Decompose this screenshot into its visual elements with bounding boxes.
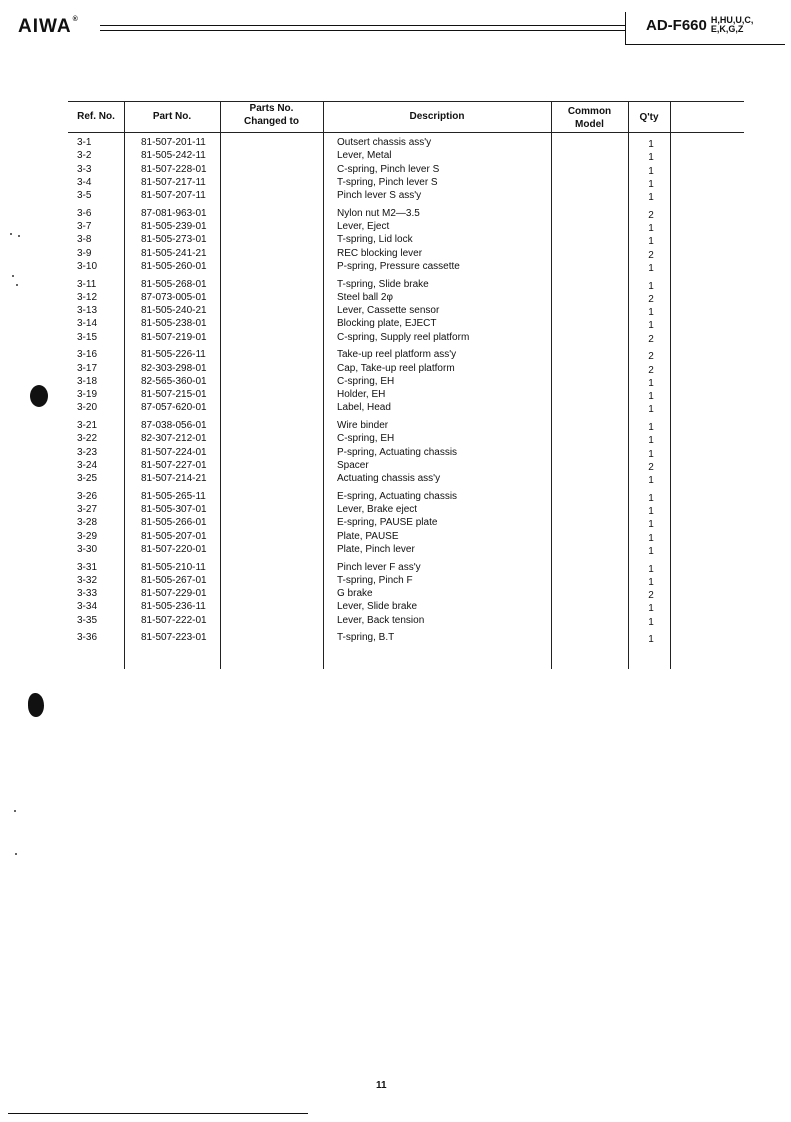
col-header-ref: Ref. No. (77, 111, 115, 122)
row-part-no: 81-505-241-21 (141, 247, 207, 259)
row-quantity: 1 (648, 404, 654, 416)
row-description: Steel ball 2φ (337, 291, 393, 303)
row-description: C-spring, EH (337, 375, 395, 387)
row-part-no: 87-073-005-01 (141, 291, 207, 303)
row-part-no: 81-505-236-11 (141, 601, 206, 613)
scan-speck (15, 853, 17, 855)
row-description: T-spring, Slide brake (337, 278, 429, 290)
row-part-no: 81-505-307-01 (141, 504, 207, 515)
col-header-changed-line1: Parts No. (249, 103, 294, 114)
row-ref-no: 3-7 (77, 221, 92, 232)
row-quantity: 1 (648, 391, 654, 402)
binder-hole-mark-upper (30, 385, 48, 407)
row-quantity: 1 (648, 475, 654, 486)
row-quantity: 1 (648, 192, 654, 203)
row-quantity: 1 (648, 492, 654, 504)
page-number: 11 (376, 1080, 387, 1091)
row-part-no: 81-505-265-11 (141, 490, 206, 502)
row-description: C-spring, EH (337, 433, 395, 445)
row-part-no: 81-505-210-11 (141, 561, 206, 573)
row-quantity: 1 (648, 178, 654, 190)
row-part-no: 81-505-239-01 (141, 221, 207, 232)
row-ref-no: 3-11 (77, 278, 97, 290)
row-part-no: 81-505-226-11 (141, 349, 206, 361)
row-quantity: 1 (648, 563, 654, 575)
row-quantity: 1 (648, 139, 654, 150)
row-part-no: 81-507-201-11 (141, 137, 206, 148)
row-ref-no: 3-27 (77, 504, 98, 515)
row-part-no: 81-505-240-21 (141, 305, 207, 316)
row-part-no: 87-081-963-01 (141, 207, 207, 219)
row-part-no: 81-507-222-01 (141, 614, 207, 626)
row-description: Lever, Slide brake (337, 601, 418, 613)
row-ref-no: 3-2 (77, 150, 92, 162)
row-ref-no: 3-3 (77, 163, 92, 175)
row-part-no: 81-505-267-01 (141, 574, 207, 586)
model-suffix-top: H,HU,U,C, (710, 15, 754, 25)
col-header-common-line2: Model (575, 119, 604, 130)
row-description: Lever, Back tension (337, 614, 425, 626)
row-quantity: 2 (648, 351, 654, 363)
row-part-no: 81-505-273-01 (141, 234, 207, 246)
row-ref-no: 3-28 (77, 517, 98, 529)
row-quantity: 1 (648, 634, 654, 646)
row-description: Plate, PAUSE (337, 530, 399, 542)
scan-speck (18, 235, 20, 237)
row-ref-no: 3-20 (77, 402, 98, 414)
row-description: Pinch lever S ass'y (337, 190, 422, 201)
row-ref-no: 3-17 (77, 362, 98, 374)
col-header-part: Part No. (152, 111, 192, 122)
row-description: Label, Head (337, 402, 391, 414)
row-part-no: 81-505-260-01 (141, 260, 207, 272)
row-quantity: 1 (648, 506, 654, 517)
model-name: AD-F660 (646, 16, 707, 34)
row-description: E-spring, Actuating chassis (337, 490, 458, 502)
table-header-rule (68, 132, 744, 133)
row-ref-no: 3-25 (77, 473, 98, 484)
row-description: Holder, EH (337, 389, 386, 400)
row-ref-no: 3-29 (77, 530, 98, 542)
row-description: Blocking plate, EJECT (337, 318, 437, 330)
row-ref-no: 3-26 (77, 490, 98, 502)
brand-logo (18, 16, 79, 38)
registered-mark: ® (72, 16, 79, 23)
row-part-no: 81-507-224-01 (141, 446, 207, 458)
row-description: REC blocking lever (337, 247, 423, 259)
row-part-no: 82-303-298-01 (141, 362, 207, 374)
col-header-changed-line2: Changed to (244, 116, 299, 127)
row-description: Actuating chassis ass'y (337, 473, 441, 484)
row-ref-no: 3-5 (77, 190, 92, 201)
row-quantity: 1 (648, 262, 654, 274)
row-ref-no: 3-13 (77, 305, 98, 316)
row-quantity: 2 (648, 293, 654, 305)
row-quantity: 2 (648, 590, 654, 601)
row-part-no: 81-507-220-01 (141, 543, 207, 555)
col-divider-3 (323, 101, 324, 669)
row-description: T-spring, Pinch F (337, 574, 413, 586)
row-quantity: 1 (648, 616, 654, 628)
row-quantity: 1 (648, 223, 654, 234)
row-description: Wire binder (337, 420, 389, 431)
row-quantity: 2 (648, 461, 654, 473)
row-ref-no: 3-21 (77, 420, 98, 431)
row-ref-no: 3-16 (77, 349, 98, 361)
row-ref-no: 3-10 (77, 260, 98, 272)
row-part-no: 82-565-360-01 (141, 375, 207, 387)
row-ref-no: 3-1 (77, 137, 92, 148)
model-suffix (711, 16, 754, 34)
header-rule-bottom (100, 30, 625, 31)
row-ref-no: 3-12 (77, 291, 98, 303)
row-description: Lever, Cassette sensor (337, 305, 440, 316)
row-description: C-spring, Pinch lever S (337, 163, 440, 175)
table-top-rule (68, 101, 744, 102)
row-quantity: 1 (648, 280, 654, 292)
row-part-no: 87-038-056-01 (141, 420, 207, 431)
row-part-no: 81-505-266-01 (141, 517, 207, 529)
footer-rule (8, 1113, 308, 1114)
row-part-no: 87-057-620-01 (141, 402, 207, 414)
row-ref-no: 3-36 (77, 632, 98, 644)
row-description: Nylon nut M2—3.5 (337, 207, 420, 219)
row-description: T-spring, Pinch lever S (337, 176, 438, 188)
row-quantity: 1 (648, 532, 654, 544)
col-header-description: Description (409, 111, 465, 122)
row-ref-no: 3-4 (77, 176, 92, 188)
row-part-no: 81-505-238-01 (141, 318, 207, 330)
col-header-common (551, 105, 628, 131)
row-part-no: 82-307-212-01 (141, 433, 207, 445)
row-description: E-spring, PAUSE plate (337, 517, 438, 529)
col-header-qty: Q'ty (639, 112, 659, 123)
row-quantity: 2 (648, 364, 654, 376)
model-designation (646, 16, 753, 34)
row-ref-no: 3-15 (77, 331, 98, 343)
row-ref-no: 3-22 (77, 433, 98, 445)
header-rule-top (100, 25, 625, 26)
row-ref-no: 3-6 (77, 207, 92, 219)
row-part-no: 81-505-268-01 (141, 278, 207, 290)
row-description: Lever, Brake eject (337, 504, 418, 515)
row-description: Spacer (337, 459, 369, 471)
col-divider-2 (220, 101, 221, 669)
row-part-no: 81-507-228-01 (141, 163, 207, 175)
row-quantity: 1 (648, 320, 654, 332)
header-rule-right (625, 44, 785, 45)
row-ref-no: 3-33 (77, 588, 98, 599)
scan-speck (14, 810, 16, 812)
row-part-no: 81-507-227-01 (141, 459, 207, 471)
row-part-no: 81-507-215-01 (141, 389, 207, 400)
row-ref-no: 3-9 (77, 247, 92, 259)
row-description: P-spring, Pressure cassette (337, 260, 460, 272)
row-ref-no: 3-35 (77, 614, 98, 626)
row-ref-no: 3-23 (77, 446, 98, 458)
row-part-no: 81-507-229-01 (141, 588, 207, 599)
row-part-no: 81-507-217-11 (141, 176, 206, 188)
row-description: Take-up reel platform ass'y (337, 349, 457, 361)
row-description: Plate, Pinch lever (337, 543, 415, 555)
row-quantity: 1 (648, 545, 654, 557)
row-ref-no: 3-19 (77, 389, 98, 400)
col-divider-4 (551, 101, 552, 669)
row-quantity: 1 (648, 152, 654, 164)
row-description: Pinch lever F ass'y (337, 561, 421, 573)
col-header-common-line1: Common (567, 106, 612, 117)
row-part-no: 81-505-207-01 (141, 530, 207, 542)
row-quantity: 1 (648, 236, 654, 248)
row-ref-no: 3-31 (77, 561, 98, 573)
row-quantity: 1 (648, 576, 654, 588)
row-quantity: 1 (648, 603, 654, 615)
row-quantity: 1 (648, 519, 654, 531)
col-divider-5 (628, 101, 629, 669)
row-description: Lever, Eject (337, 221, 390, 232)
row-part-no: 81-505-242-11 (141, 150, 206, 162)
col-divider-1 (124, 101, 125, 669)
row-quantity: 1 (648, 165, 654, 177)
row-ref-no: 3-18 (77, 375, 98, 387)
col-divider-6 (670, 101, 671, 669)
scan-speck (16, 284, 18, 286)
header-rule-tick (625, 12, 626, 44)
row-description: Lever, Metal (337, 150, 392, 162)
col-header-changed (220, 102, 323, 128)
row-quantity: 1 (648, 448, 654, 460)
row-quantity: 1 (648, 422, 654, 433)
row-quantity: 2 (648, 209, 654, 221)
model-suffix-bottom: E,K,G,Z (710, 24, 744, 34)
scan-speck (10, 233, 12, 235)
row-quantity: 1 (648, 435, 654, 447)
row-description: T-spring, B.T (337, 632, 395, 644)
row-description: P-spring, Actuating chassis (337, 446, 458, 458)
row-part-no: 81-507-207-11 (141, 190, 206, 201)
row-ref-no: 3-34 (77, 601, 98, 613)
brand-name: AIWA (18, 16, 72, 37)
row-part-no: 81-507-223-01 (141, 632, 207, 644)
row-ref-no: 3-14 (77, 318, 98, 330)
row-description: C-spring, Supply reel platform (337, 331, 470, 343)
row-description: T-spring, Lid lock (337, 234, 413, 246)
row-description: Cap, Take-up reel platform (337, 362, 455, 374)
row-part-no: 81-507-219-01 (141, 331, 207, 343)
row-ref-no: 3-32 (77, 574, 98, 586)
scan-speck (12, 275, 14, 277)
row-quantity: 1 (648, 307, 654, 318)
row-ref-no: 3-30 (77, 543, 98, 555)
row-quantity: 2 (648, 333, 654, 345)
row-ref-no: 3-8 (77, 234, 92, 246)
row-quantity: 1 (648, 377, 654, 389)
row-description: G brake (337, 588, 373, 599)
row-description: Outsert chassis ass'y (337, 137, 432, 148)
row-quantity: 2 (648, 249, 654, 261)
row-ref-no: 3-24 (77, 459, 98, 471)
row-part-no: 81-507-214-21 (141, 473, 207, 484)
binder-hole-mark-lower (28, 693, 44, 717)
